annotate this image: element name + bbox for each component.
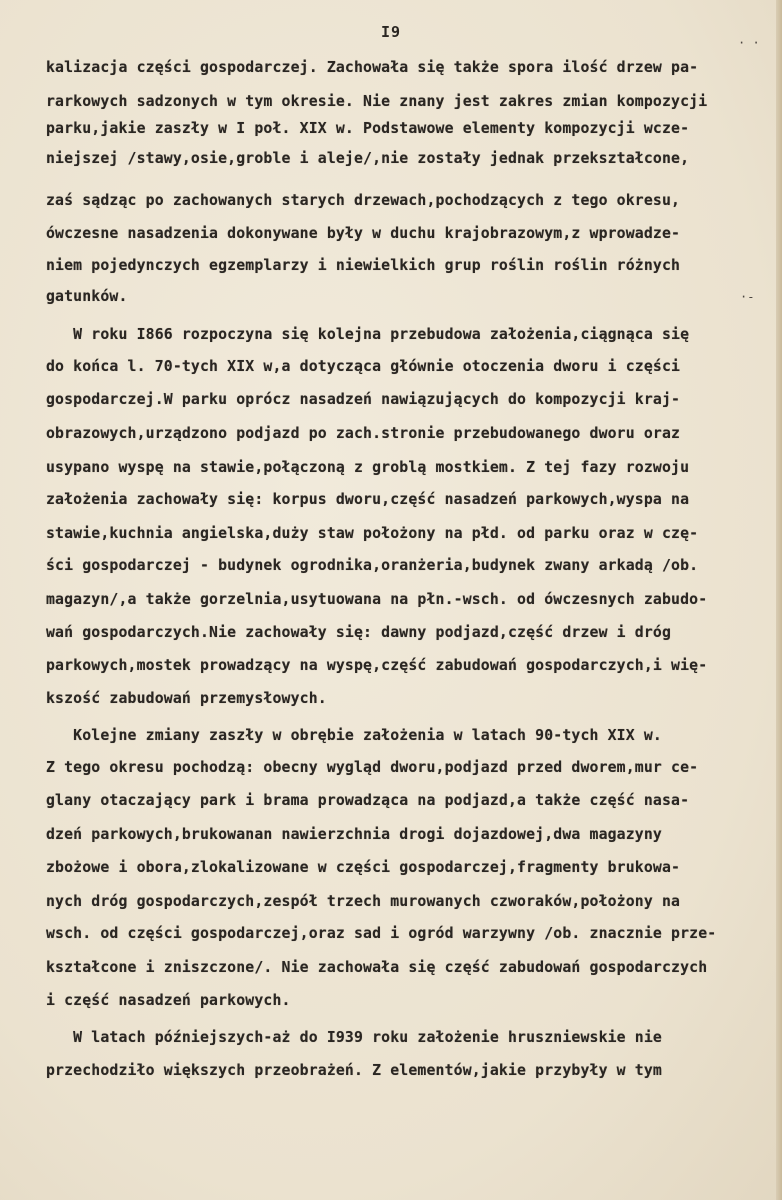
text-line-24: dzeń parkowych,brukowanan nawierzchnia drogi dojazdowej,dwa magazyny xyxy=(46,826,662,843)
text-line-29: i część nasadzeń parkowych. xyxy=(46,992,291,1009)
text-line-30: W latach późniejszych-aż do I939 roku założenie hruszniewskie nie xyxy=(46,1029,662,1046)
text-line-25: zbożowe i obora,zlokalizowane w części gospodarczej,fragmenty brukowa- xyxy=(46,859,681,876)
text-line-23: glany otaczający park i brama prowadząca na podjazd,a także część nasa- xyxy=(46,792,690,809)
text-line-14: założenia zachowały się: korpus dworu,część nasadzeń parkowych,wyspa na xyxy=(46,491,690,508)
text-line-6: ówczesne nasadzenia dokonywane były w duchu krajobrazowym,z wprowadze- xyxy=(46,225,681,242)
text-line-26: nych dróg gospodarczych,zespół trzech murowanych czworaków,położony na xyxy=(46,893,681,910)
text-line-22: Z tego okresu pochodzą: obecny wygląd dworu,podjazd przed dworem,mur ce- xyxy=(46,759,699,776)
text-line-13: usypano wyspę na stawie,połączoną z groblą mostkiem. Z tej fazy rozwoju xyxy=(46,459,690,476)
text-line-21: Kolejne zmiany zaszły w obrębie założenia w latach 90-tych XIX w. xyxy=(46,727,662,744)
text-line-10: do końca l. 70-tych XIX w,a dotycząca głównie otoczenia dworu i części xyxy=(46,358,681,375)
text-line-18: wań gospodarczych.Nie zachowały się: dawny podjazd,część drzew i dróg xyxy=(46,624,672,641)
text-line-4: niejszej /stawy,osie,groble i aleje/,nie zostały jednak przekształcone, xyxy=(46,150,690,167)
text-line-9: W roku I866 rozpoczyna się kolejna przebudowa założenia,ciągnąca się xyxy=(46,326,690,343)
text-line-27: wsch. od części gospodarczej,oraz sad i ogród warzywny /ob. znacznie prze- xyxy=(46,925,717,942)
page-number: I9 xyxy=(380,23,402,41)
margin-mark: · · xyxy=(738,36,760,50)
text-line-3: parku,jakie zaszły w I poł. XIX w. Podstawowe elementy kompozycji wcze- xyxy=(46,120,690,137)
text-line-15: stawie,kuchnia angielska,duży staw położony na płd. od parku oraz w czę- xyxy=(46,525,699,542)
text-line-5: zaś sądząc po zachowanych starych drzewach,pochodzących z tego okresu, xyxy=(46,192,681,209)
text-line-17: magazyn/,a także gorzelnia,usytuowana na płn.-wsch. od ówczesnych zabudo- xyxy=(46,591,708,608)
margin-mark: ·- xyxy=(740,290,755,304)
text-line-1: kalizacja części gospodarczej. Zachowała się także spora ilość drzew pa- xyxy=(46,59,699,76)
text-line-16: ści gospodarczej - budynek ogrodnika,oranżeria,budynek zwany arkadą /ob. xyxy=(46,557,699,574)
text-line-7: niem pojedynczych egzemplarzy i niewielkich grup roślin roślin różnych xyxy=(46,257,681,274)
text-line-19: parkowych,mostek prowadzący na wyspę,część zabudowań gospodarczych,i wię- xyxy=(46,657,708,674)
text-line-12: obrazowych,urządzono podjazd po zach.stronie przebudowanego dworu oraz xyxy=(46,425,681,442)
page-edge xyxy=(776,0,782,1200)
text-line-31: przechodziło większych przeobrażeń. Z elementów,jakie przybyły w tym xyxy=(46,1062,662,1079)
text-line-8: gatunków. xyxy=(46,288,128,305)
text-line-28: kształcone i zniszczone/. Nie zachowała się część zabudowań gospodarczych xyxy=(46,959,708,976)
text-line-20: kszość zabudowań przemysłowych. xyxy=(46,690,327,707)
text-line-2: rarkowych sadzonych w tym okresie. Nie znany jest zakres zmian kompozycji xyxy=(46,93,708,110)
text-line-11: gospodarczej.W parku oprócz nasadzeń nawiązujących do kompozycji kraj- xyxy=(46,391,681,408)
